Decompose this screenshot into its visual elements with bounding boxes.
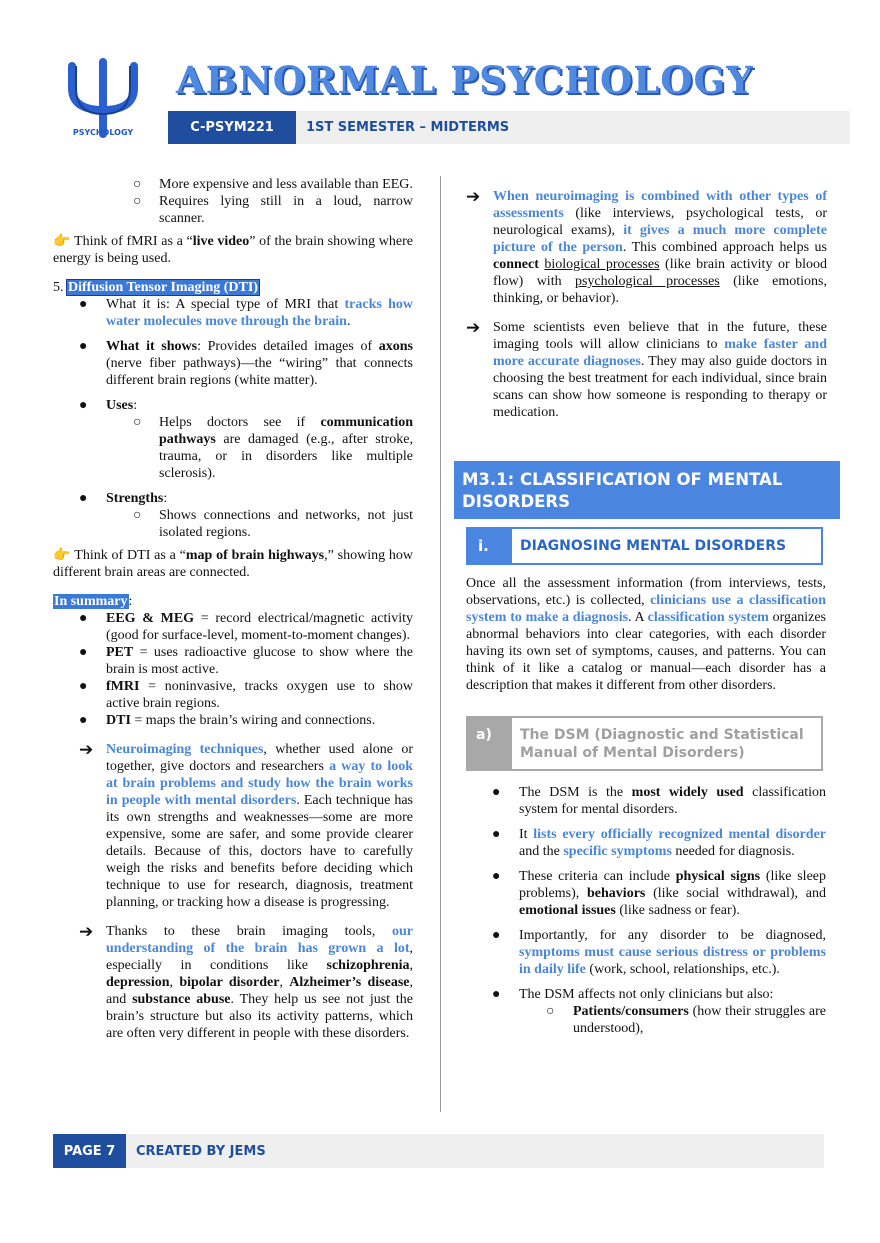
fmri-tip: 👉 Think of fMRI as a “live video” of the brain showing where energy is being used.	[53, 234, 413, 266]
fmri-cons-list	[53, 176, 413, 227]
circle-bullet-icon: ○	[546, 1004, 555, 1019]
list-item: ● fMRI = noninvasive, tracks oxygen use to show active brain regions.	[53, 678, 413, 712]
dti-tip: 👉 Think of DTI as a “map of brain highways,” showing how different brain areas are connected.	[53, 548, 413, 580]
bullet-icon: ●	[79, 679, 88, 694]
semester-label: 1ST SEMESTER – MIDTERMS	[306, 120, 510, 135]
list-item: ○ More expensive and less available than EEG.	[133, 177, 413, 192]
bullet-icon: ●	[79, 491, 88, 506]
bullet-icon: ●	[79, 713, 88, 728]
bullet-icon: ●	[79, 645, 88, 660]
list-item: ● Strengths:	[53, 490, 413, 507]
list-item: ● PET = uses radioactive glucose to show where the brain is most active.	[53, 644, 413, 678]
list-item: ○ Helps doctors see if communication pathways are damaged (e.g., after stroke, trauma, or in disorders like multiple sclerosis).	[133, 415, 413, 481]
combined-point: ➔ When neuroimaging is combined with other types of assessments (like interviews, psychological tests, or neurological exams), it gives a much more complete picture of the person. This combined approach helps us connect biological processes (like brain activity or blood flow) with psychological processes (like emotions, thinking, or behavior).	[466, 188, 827, 307]
list-item: ○ Requires lying still in a loud, narrow scanner.	[133, 194, 413, 226]
arrow-right-icon: ➔	[466, 318, 481, 337]
section-heading-m31: M3.1: CLASSIFICATION OF MENTAL DISORDERS	[454, 461, 840, 519]
subsection-title: The DSM (Diagnostic and Statistical Manual of Mental Disorders)	[520, 727, 804, 761]
list-item: ● The DSM is the most widely used classification system for mental disorders.	[466, 784, 826, 818]
bullet-icon: ●	[79, 611, 88, 626]
bullet-icon: ●	[492, 827, 501, 842]
bullet-icon: ●	[79, 339, 88, 354]
column-divider	[440, 176, 441, 1112]
future-point: ➔ Some scientists even believe that in the future, these imaging tools will allow clinicians to make faster and more accurate diagnoses. They may also guide doctors in choosing the best treatment for each individual, since brain scans can show how someone is responding to therapy or medication.	[466, 319, 827, 421]
list-item: ● What it shows: Provides detailed images of axons (nerve fiber pathways)—the “wiring” that connects different brain regions (white matter).	[53, 338, 413, 389]
circle-bullet-icon: ○	[133, 194, 142, 209]
list-item: ● Uses:	[53, 397, 413, 414]
subsection-number: i.	[468, 529, 512, 563]
neuroimaging-point: ➔ Neuroimaging techniques, whether used alone or together, give doctors and researchers a way to look at brain problems and study how the brain works in people with mental disorders. Each technique has its own strengths and weaknesses—some are more expensive, some are safer, and some provide clearer details. Because of this, doctors have to carefully weigh the risks and benefits before deciding which technique to use for research, diagnosis, treatment planning, or tracking how a disease is progressing.	[53, 741, 413, 911]
summary-heading: In summary:	[54, 594, 133, 609]
list-item: ● DTI = maps the brain’s wiring and connections.	[53, 712, 413, 729]
arrow-right-icon: ➔	[79, 922, 94, 941]
logo-text: PSYCHOLOGY	[72, 128, 134, 137]
list-item: ● The DSM affects not only clinicians but also:	[466, 986, 826, 1003]
list-item: ○ Patients/consumers (how their struggles are understood),	[546, 1004, 826, 1036]
subsection-number: a)	[468, 718, 512, 769]
bullet-icon: ●	[79, 398, 88, 413]
arrow-right-icon: ➔	[79, 740, 94, 759]
diagnosis-paragraph: Once all the assessment information (from interviews, tests, observations, etc.) is collected, clinicians use a classification system to make a diagnosis. A classification system organizes abnormal behaviors into clear categories, with each disorder having its own set of symptoms, causes, and patterns. You can think of it like a catalog or manual—each disorder has a description that makes it different from other disorders.	[466, 576, 826, 693]
circle-bullet-icon: ○	[133, 508, 142, 523]
subsection-heading-i	[466, 527, 823, 565]
footer-credit: CREATED BY JEMS	[136, 1143, 266, 1159]
page-number-badge: PAGE 7	[53, 1134, 126, 1168]
bullet-icon: ●	[492, 987, 501, 1002]
circle-bullet-icon: ○	[133, 415, 142, 430]
document-title: ABNORMAL PSYCHOLOGY	[176, 58, 754, 102]
dsm-list	[466, 784, 826, 1037]
course-code-badge: C-PSYM221	[168, 111, 296, 144]
right-column	[466, 188, 827, 421]
bullet-icon: ●	[492, 785, 501, 800]
thanks-point: ➔ Thanks to these brain imaging tools, our understanding of the brain has grown a lot, especially in conditions like schizophrenia, depression, bipolar disorder, Alzheimer’s disease, and substance abuse. They help us see not just the brain’s structure but also its activity patterns, which are often very different in people with these disorders.	[53, 923, 413, 1042]
dti-heading: 5. Diffusion Tensor Imaging (DTI)	[53, 280, 258, 295]
list-item: ● Importantly, for any disorder to be diagnosed, symptoms must cause serious distress or problems in daily life (work, school, relationships, etc.).	[466, 927, 826, 978]
subsection-heading-a	[466, 716, 823, 771]
bullet-icon: ●	[492, 928, 501, 943]
pointing-hand-icon: 👉	[53, 234, 71, 249]
list-item: ● EEG & MEG = record electrical/magnetic activity (good for surface-level, moment-to-moment changes).	[53, 610, 413, 644]
dti-list	[53, 296, 413, 541]
left-column	[53, 176, 413, 1042]
summary-list	[53, 610, 413, 729]
bullet-icon: ●	[492, 869, 501, 884]
bullet-icon: ●	[79, 297, 88, 312]
list-item: ● These criteria can include physical signs (like sleep problems), behaviors (like social withdrawal), and emotional issues (like sadness or fear).	[466, 868, 826, 919]
circle-bullet-icon: ○	[133, 177, 142, 192]
list-item: ○ Shows connections and networks, not just isolated regions.	[133, 508, 413, 540]
arrow-right-icon: ➔	[466, 187, 481, 206]
list-item: ● It lists every officially recognized mental disorder and the specific symptoms needed for diagnosis.	[466, 826, 826, 860]
list-item: ● What it is: A special type of MRI that tracks how water molecules move through the brain.	[53, 296, 413, 330]
pointing-hand-icon: 👉	[53, 548, 71, 563]
subsection-title: DIAGNOSING MENTAL DISORDERS	[520, 538, 787, 554]
